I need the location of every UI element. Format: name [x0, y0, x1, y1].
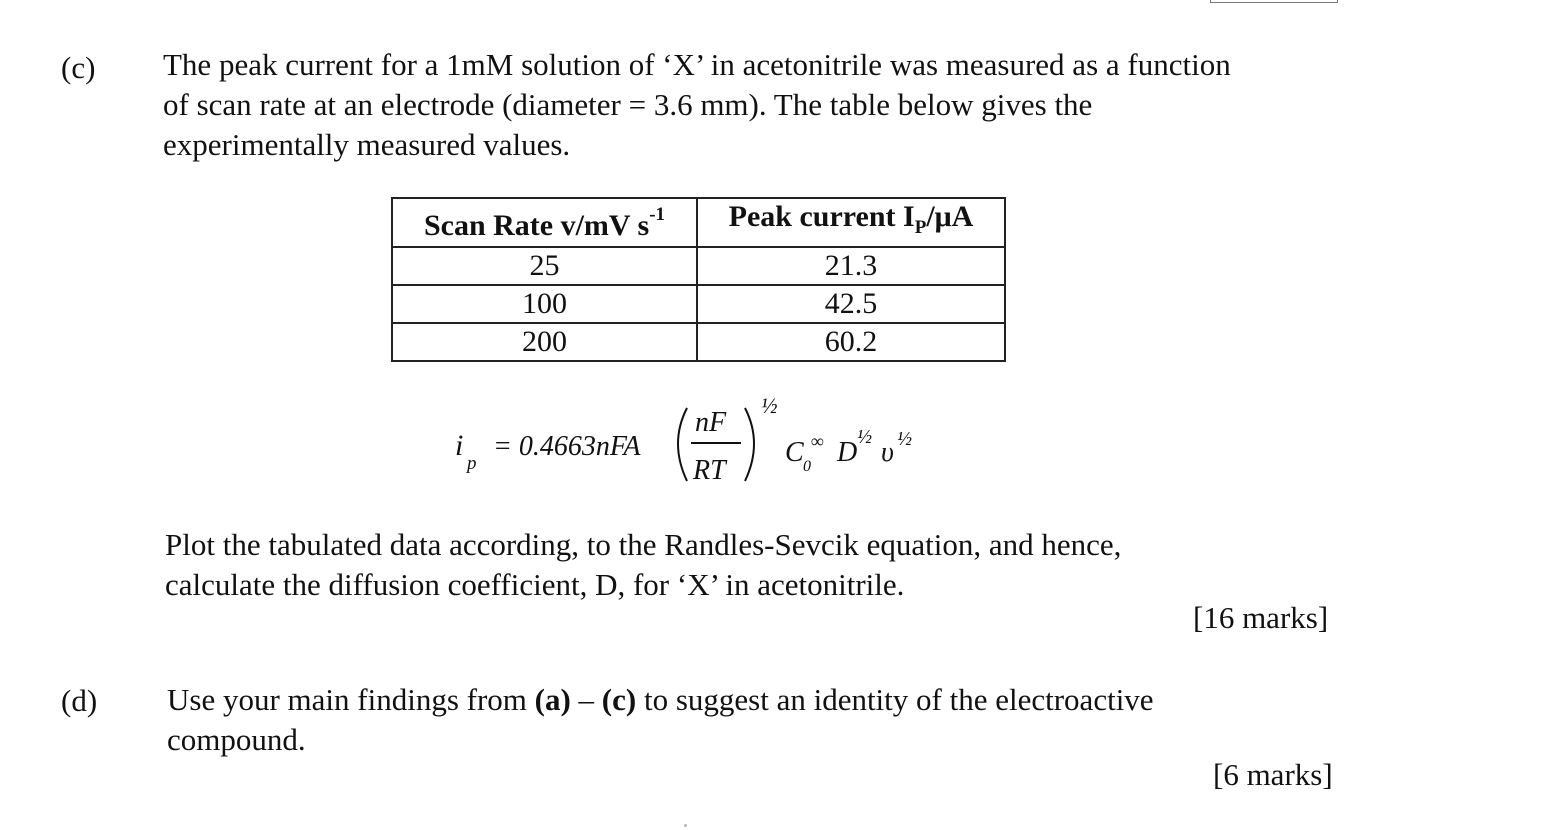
- part-d-label: (d): [61, 683, 98, 718]
- eq-c-term: C: [785, 437, 804, 468]
- equation-svg: [455, 395, 955, 495]
- eq-d-half: ½: [857, 426, 872, 448]
- table-row: [392, 247, 1005, 285]
- peak-current-cell: 21.3: [697, 247, 1005, 285]
- eq-frac-den: RT: [693, 455, 726, 486]
- eq-v-half: ½: [897, 428, 912, 450]
- instruction-line-1: Plot the tabulated data according, to the Randles-Sevcik equation, and hence,: [165, 527, 1122, 562]
- scan-rate-cell: 200: [392, 323, 697, 361]
- part-a-ref: (a): [534, 682, 571, 717]
- part-d-line-2: compound.: [167, 722, 306, 757]
- scan-rate-header: Scan Rate v/mV $s^{-1}$: [392, 198, 697, 247]
- eq-right-paren: [745, 408, 754, 481]
- eq-c-sup: ∞: [811, 431, 824, 451]
- peak-current-cell: 42.5: [697, 285, 1005, 323]
- eq-v-term: υ: [881, 437, 894, 468]
- eq-exponent-half: ½: [761, 395, 778, 418]
- part-d-text: [167, 680, 1154, 760]
- scan-rate-cell: 25: [392, 247, 697, 285]
- scan-speck: [684, 824, 687, 827]
- part-d-marks: [6 marks]: [1213, 757, 1333, 792]
- part-d-line-1: Use your main findings from (a) – (c) to suggest an identity of the electroactive: [167, 682, 1154, 717]
- peak-current-header: Peak current $I_P/\mu A$: [697, 198, 1005, 247]
- intro-line-3: experimentally measured values.: [163, 127, 571, 162]
- part-c-label: (c): [61, 50, 96, 85]
- part-c-ref: (c): [601, 682, 637, 717]
- eq-coefficient: = 0.4663nFA: [493, 431, 641, 462]
- table-header-row: [392, 198, 1005, 247]
- eq-d-term: D: [837, 437, 858, 468]
- intro-line-2: of scan rate at an electrode (diameter = 3.6 mm). The table below gives the: [163, 87, 1093, 122]
- scan-rate-cell: 100: [392, 285, 697, 323]
- randles-sevcik-equation: [455, 395, 955, 495]
- eq-left-paren: [678, 408, 687, 481]
- part-c-intro: [163, 45, 1231, 165]
- table-row: [392, 285, 1005, 323]
- eq-frac-num: nF: [695, 407, 727, 438]
- top-bracket-mark: [1210, 0, 1338, 3]
- table-row: [392, 323, 1005, 361]
- eq-lhs: i: [455, 429, 464, 462]
- peak-current-cell: 60.2: [697, 323, 1005, 361]
- part-c-instruction: [165, 525, 1121, 605]
- eq-lhs-sub: p: [467, 453, 477, 474]
- eq-c-sub: 0: [803, 458, 811, 475]
- part-c-marks: [16 marks]: [1193, 600, 1329, 635]
- instruction-line-2: calculate the diffusion coefficient, D, for ‘X’ in acetonitrile.: [165, 567, 905, 602]
- intro-line-1: The peak current for a 1mM solution of ‘X’ in acetonitrile was measured as a function: [163, 47, 1231, 82]
- scan-rate-table: [391, 197, 1006, 362]
